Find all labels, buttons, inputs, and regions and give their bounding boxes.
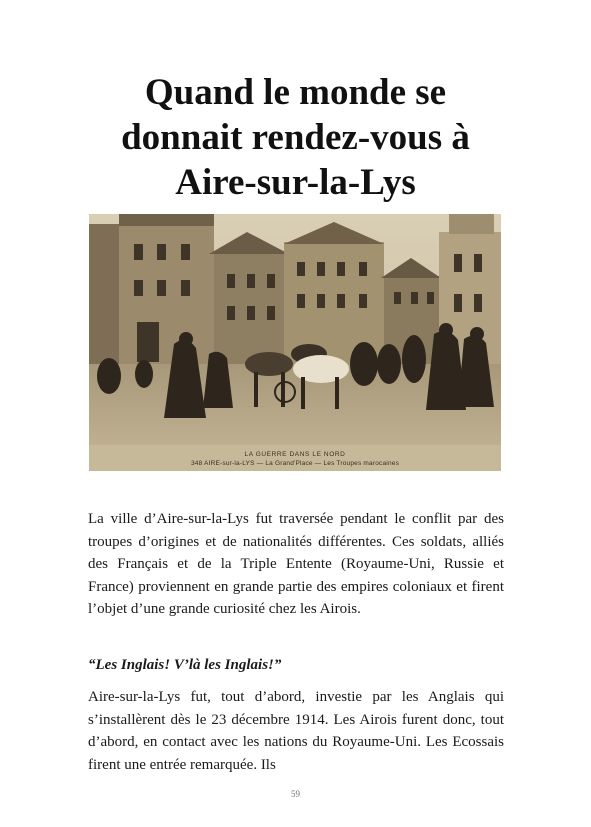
title-line-2: donnait rendez-vous à (121, 117, 470, 158)
paragraph-1: La ville d’Aire-sur-la-Lys fut traversée pendant le conflit par des troupes d’origines et de nationalités différentes. Ces soldats, alliés des Français et de la Triple Entente (Royaume-Uni, Russie et France) proviennent en grande partie des empires coloniaux et firent l’objet d’une grande curiosité chez les Airois. (88, 511, 504, 617)
page-title (60, 70, 531, 205)
page-number: 59 (291, 789, 300, 799)
caption-bottom: 348 AIRE-sur-la-LYS — La Grand'Place — Les Troupes marocaines (190, 460, 400, 467)
title-line-3: Aire-sur-la-Lys (175, 162, 416, 203)
caption-top: LA GUERRE DANS LE NORD (244, 451, 346, 458)
paragraph-2: Aire-sur-la-Lys fut, tout d’abord, investie par les Anglais qui s’installèrent dès le 23 décembre 1914. Les Airois furent donc, tout d’abord, en contact avec les nations du Royaume-Uni. Les Ecossais firent une entrée remarquée. Ils (88, 689, 504, 773)
title-line-1: Quand le monde se (144, 72, 447, 113)
postcard-photo (89, 214, 501, 471)
section-subheading: “Les Inglais! V’là les Inglais!” (88, 657, 282, 673)
postcard-caption (89, 445, 501, 471)
postcard-illustration (89, 214, 501, 471)
